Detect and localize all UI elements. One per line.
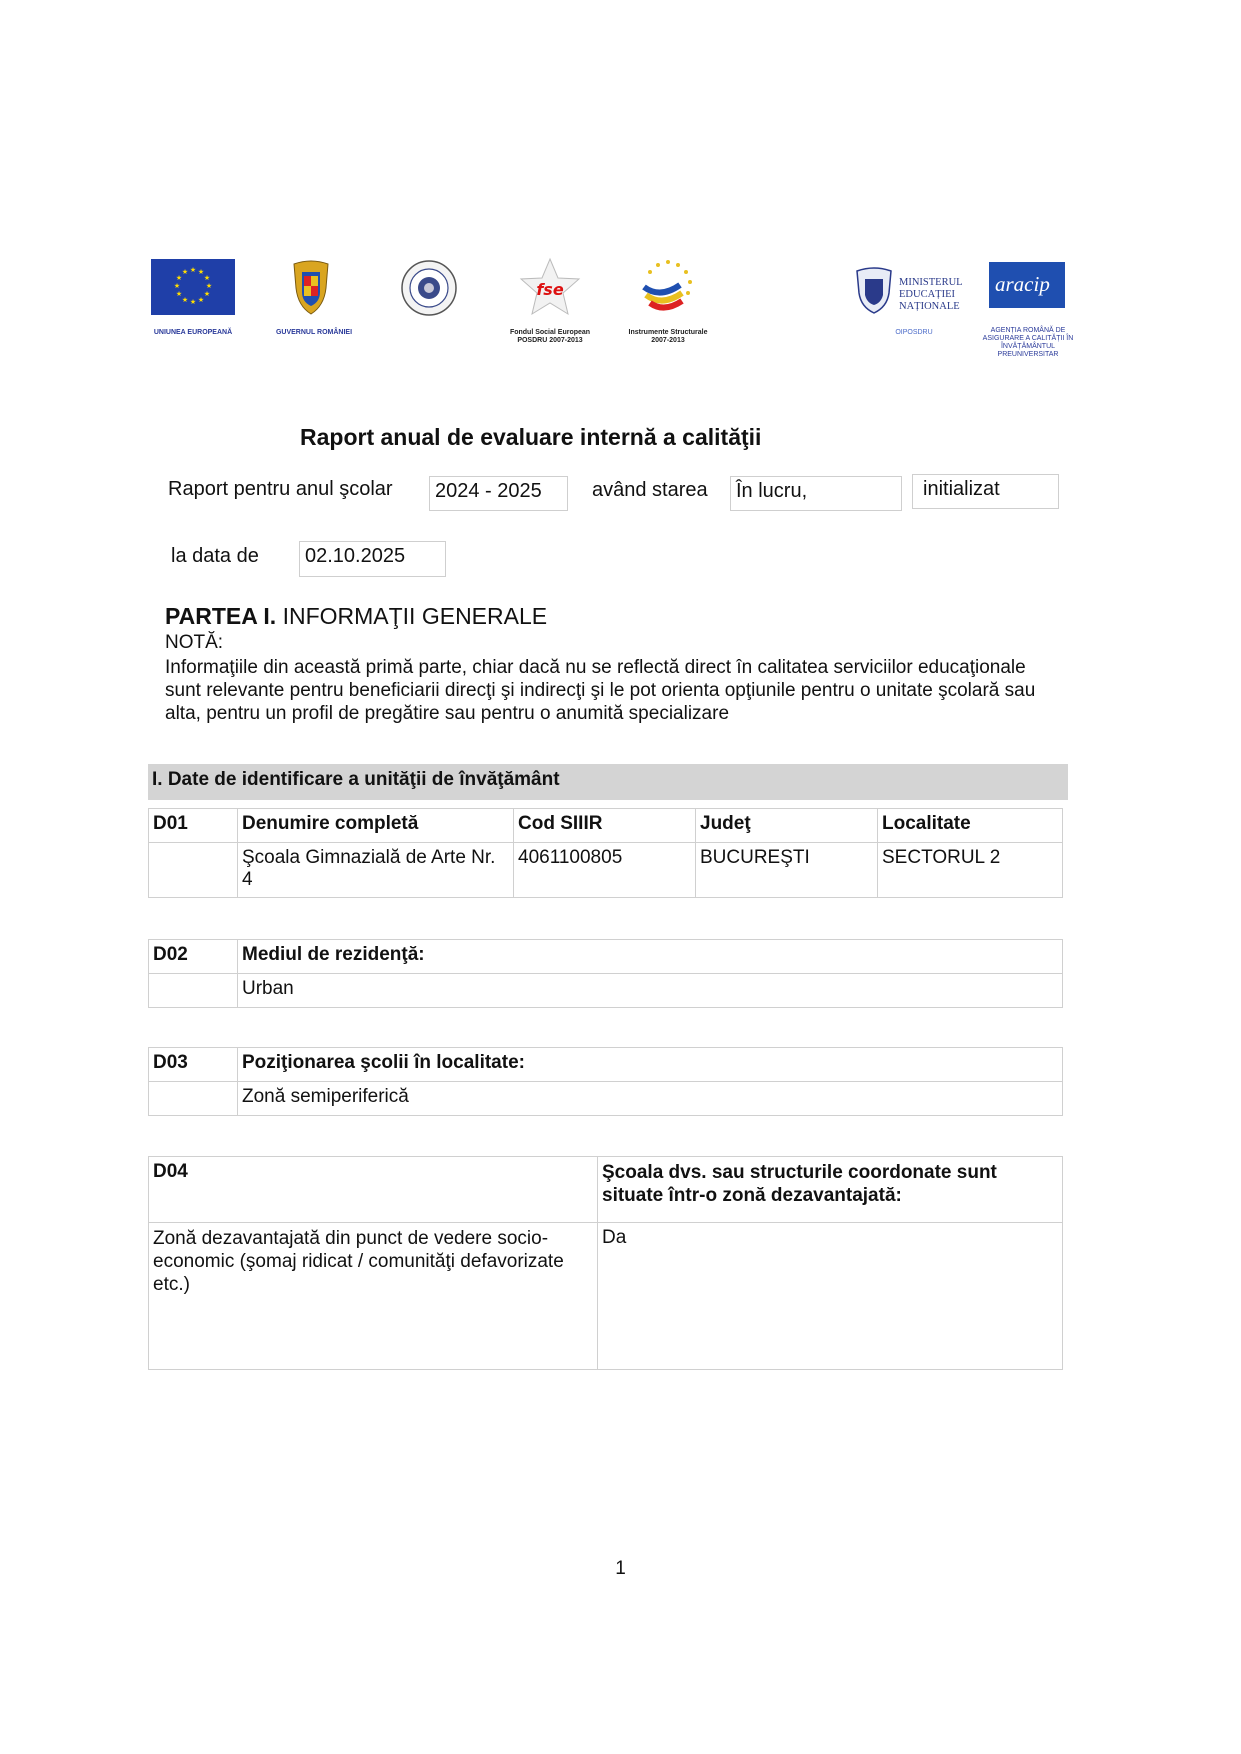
d02-empty-cell xyxy=(149,974,238,1008)
fse-caption: Fondul Social European POSDRU 2007-2013 xyxy=(509,329,591,344)
eu-caption: UNIUNEA EUROPEANĂ xyxy=(153,329,233,336)
svg-text:★: ★ xyxy=(197,268,205,276)
section-title: I. Date de identificare a unităţii de învăţământ xyxy=(148,764,1068,800)
school-year-value: 2024 - 2025 xyxy=(429,476,568,511)
d01-empty-cell xyxy=(149,843,238,898)
d01-header-locality: Localitate xyxy=(878,809,1063,843)
d01-locality: SECTORUL 2 xyxy=(878,843,1063,898)
d02-table xyxy=(148,939,1063,1008)
dip-caption: OIPOSDRU xyxy=(895,329,933,336)
d01-header-name: Denumire completă xyxy=(238,809,514,843)
d03-code: D03 xyxy=(149,1048,238,1082)
d01-code: D01 xyxy=(149,809,238,843)
d03-header: Poziţionarea şcolii în localitate: xyxy=(238,1048,1063,1082)
d04-value: Da xyxy=(598,1223,1063,1370)
d02-value: Urban xyxy=(238,974,1063,1008)
d04-criterion: Zonă dezavantajată din punct de vedere socio-economic (şomaj ridicat / comunităţi defavorizate etc.) xyxy=(149,1223,598,1370)
d03-table xyxy=(148,1047,1063,1116)
svg-text:★: ★ xyxy=(181,268,189,276)
part-title: INFORMAŢII GENERALE xyxy=(282,603,548,629)
d04-table xyxy=(148,1156,1063,1370)
d01-school-name: Şcoala Gimnazială de Arte Nr. 4 xyxy=(238,843,514,898)
eu-flag-logo xyxy=(151,259,235,315)
coat-of-arms-logo xyxy=(290,258,332,316)
d04-code: D04 xyxy=(149,1157,598,1223)
date-label: la data de xyxy=(171,545,259,567)
page-number: 1 xyxy=(615,1558,626,1579)
d01-table xyxy=(148,808,1063,898)
svg-text:★: ★ xyxy=(173,282,181,290)
note-text: Informaţiile din această primă parte, chiar dacă nu se reflectă direct în calitatea serviciilor educaţionale sunt relevante pentru beneficiarii direcţi şi indirecţi şi le pot orienta opţiunile pentru o unitate şcolară sau alta, pentru un profil de pregătire sau pentru o anumită specializare xyxy=(165,657,1036,724)
aracip-logo xyxy=(989,262,1065,308)
report-title: Raport anual de evaluare internă a calităţii xyxy=(300,424,762,450)
part-heading xyxy=(165,603,547,630)
svg-text:★: ★ xyxy=(203,290,211,298)
fse-logo xyxy=(517,257,583,317)
school-year-label: Raport pentru anul şcolar xyxy=(168,478,393,500)
d04-header: Şcoala dvs. sau structurile coordonate sunt situate într-o zonă dezavantajată: xyxy=(598,1157,1063,1223)
d03-value: Zonă semiperiferică xyxy=(238,1082,1063,1116)
svg-text:fse: fse xyxy=(536,280,564,299)
d01-county: BUCUREŞTI xyxy=(696,843,878,898)
svg-text:★: ★ xyxy=(189,266,197,274)
svg-text:★: ★ xyxy=(203,274,211,282)
d03-empty-cell xyxy=(149,1082,238,1116)
aracip-logo-text: aracip xyxy=(995,272,1050,296)
part-prefix: PARTEA I. xyxy=(165,603,277,629)
svg-text:★: ★ xyxy=(197,296,205,304)
svg-text:★: ★ xyxy=(175,290,183,298)
d01-siiir-code: 4061100805 xyxy=(514,843,696,898)
svg-text:★: ★ xyxy=(175,274,183,282)
date-value: 02.10.2025 xyxy=(299,541,446,577)
seal-logo xyxy=(401,260,457,316)
ministry-text: MINISTERUL EDUCAȚIEI NAȚIONALE xyxy=(899,277,963,312)
svg-text:★: ★ xyxy=(181,296,189,304)
gov-caption: GUVERNUL ROMÂNIEI xyxy=(275,329,353,336)
d01-header-county: Judeţ xyxy=(696,809,878,843)
state-extra-value: initializat xyxy=(912,474,1059,509)
svg-text:★: ★ xyxy=(205,282,213,290)
svg-text:★: ★ xyxy=(189,298,197,306)
structural-instruments-caption: Instrumente Structurale 2007-2013 xyxy=(628,329,708,344)
ministry-emblem-logo xyxy=(851,263,897,315)
state-label: având starea xyxy=(592,479,708,501)
d02-header: Mediul de rezidenţă: xyxy=(238,940,1063,974)
note-label: NOTĂ: xyxy=(165,632,224,653)
state-value: În lucru, xyxy=(730,476,902,511)
d02-code: D02 xyxy=(149,940,238,974)
aracip-caption: AGENȚIA ROMÂNĂ DE ASIGURARE A CALITĂȚII ÎN ÎNVĂȚĂMÂNTUL PREUNIVERSITAR xyxy=(982,327,1074,358)
d01-header-siiir: Cod SIIIR xyxy=(514,809,696,843)
structural-instruments-logo xyxy=(636,259,700,317)
